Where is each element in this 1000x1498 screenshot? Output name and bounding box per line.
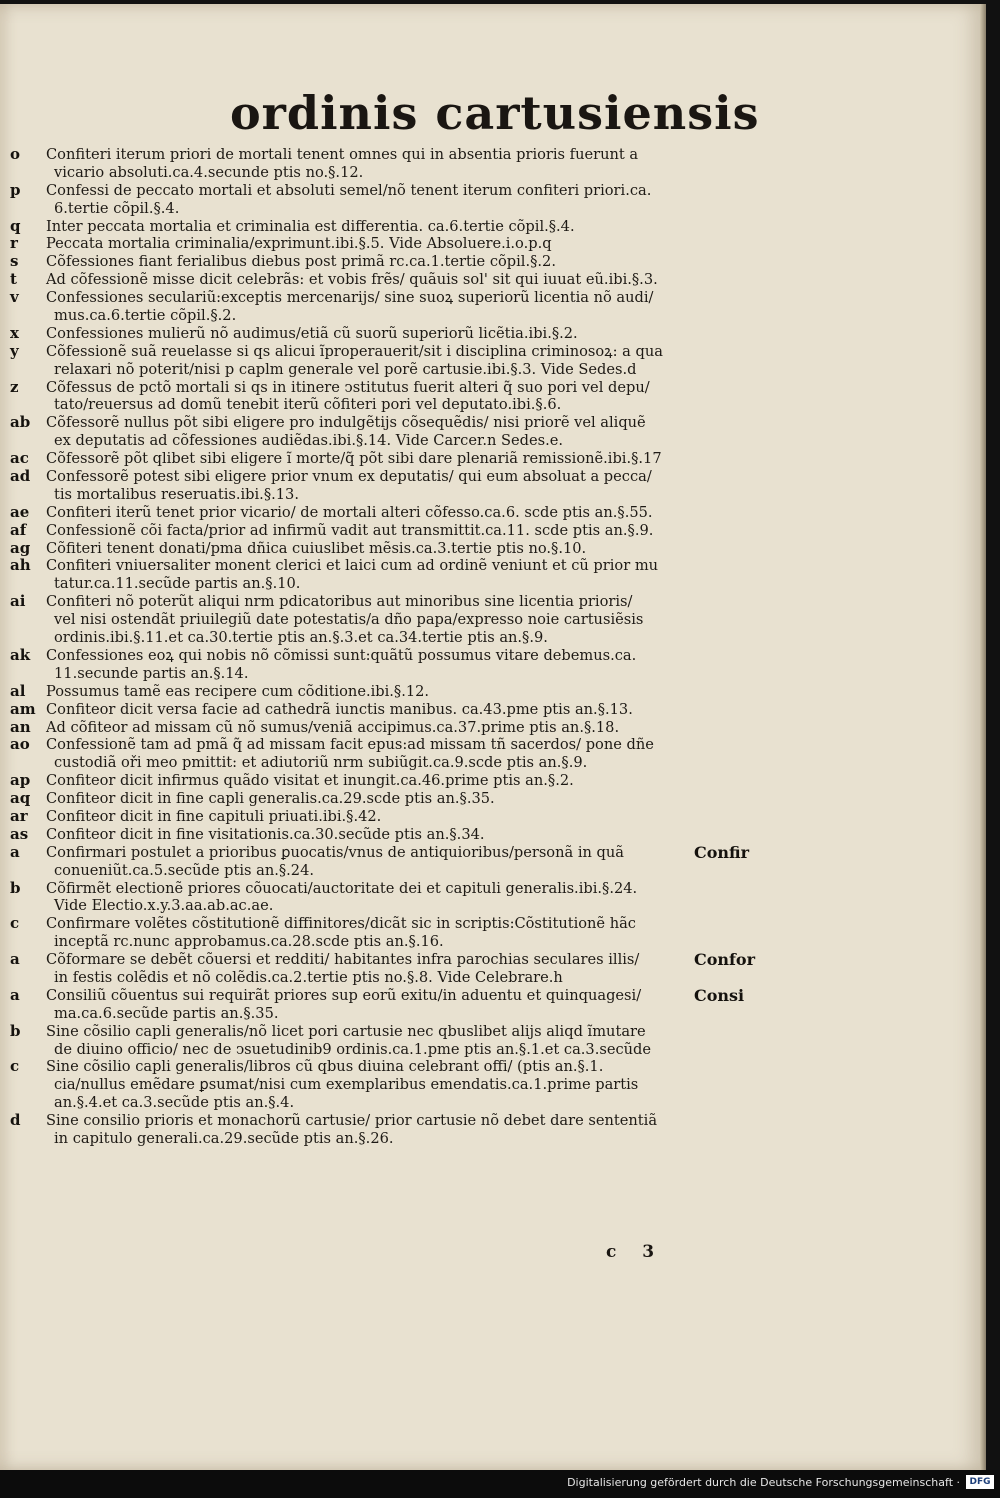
entry-line: [0, 701, 986, 719]
entry-line: [0, 289, 986, 307]
entry-letter: c: [10, 1057, 20, 1076]
index-entry: [0, 504, 986, 522]
entry-letter: ao: [10, 735, 30, 754]
entry-letter: am: [10, 699, 36, 718]
book-page: [0, 4, 986, 1470]
entry-text: ma.ca.6.secũde partis an.§.35.: [54, 1004, 279, 1022]
entry-text: Confiteor dicit infirmus quãdo visitat et inungit.ca.46.prime ptis an.§.2.: [46, 772, 574, 790]
entry-text: Confessionẽ tam ad pmã q̃ ad missam facit epus:ad missam tñ sacerdos/ pone dñe: [46, 736, 654, 754]
footer-bar: [0, 1470, 1000, 1498]
entry-line: [0, 504, 986, 522]
entry-text: Inter peccata mortalia et criminalia est differentia. ca.6.tertie cõpil.§.4.: [46, 217, 575, 235]
index-entry: [0, 844, 986, 880]
index-entry: [0, 522, 986, 540]
index-entry: [0, 808, 986, 826]
entry-line: [0, 235, 986, 253]
entry-letter: ag: [10, 538, 31, 557]
signature-mark: c 3: [606, 1242, 665, 1262]
index-entry: [0, 414, 986, 450]
entry-line: [0, 450, 986, 468]
entry-line: [0, 396, 986, 414]
entry-letter: as: [10, 824, 29, 843]
index-entry: [0, 593, 986, 647]
entry-text: Confiteor dicit versa facie ad cathedrã iunctis manibus. ca.43.pme ptis an.§.13.: [46, 700, 633, 718]
entry-line: [0, 665, 986, 683]
index-entry: [0, 343, 986, 379]
entry-letter: r: [10, 234, 18, 253]
entry-line: [0, 200, 986, 218]
entry-text: Confiteor dicit in fine capli generalis.ca.29.scde ptis an.§.35.: [46, 790, 495, 808]
entry-text: Cõfessorẽ nullus põt sibi eligere pro indulgẽtijs cõsequẽdis/ nisi priorẽ vel aliquẽ: [46, 414, 646, 432]
entry-line: [0, 897, 986, 915]
entry-line: [0, 844, 986, 862]
entry-letter: s: [10, 252, 19, 271]
index-entry: [0, 701, 986, 719]
entry-text: Confiteri iterũ tenet prior vicario/ de mortali alteri cõfesso.ca.6. scde ptis an.§.55.: [46, 503, 653, 521]
entry-line: [0, 1094, 986, 1112]
entry-text: inceptã rc.nunc approbamus.ca.28.scde ptis an.§.16.: [54, 933, 444, 951]
entry-line: [0, 414, 986, 432]
entry-letter: p: [10, 180, 21, 199]
index-entry: [0, 647, 986, 683]
entry-line: [0, 253, 986, 271]
entry-letter: y: [10, 341, 19, 360]
index-entry: [0, 790, 986, 808]
index-entry: [0, 736, 986, 772]
index-entry: [0, 557, 986, 593]
entry-line: [0, 1023, 986, 1041]
entry-line: [0, 790, 986, 808]
entry-letter: d: [10, 1111, 21, 1130]
index-entry: [0, 450, 986, 468]
dfg-logo-icon: DFG: [966, 1475, 994, 1489]
entry-letter: t: [10, 270, 17, 289]
entry-text: Confirmare volẽtes cõstitutionẽ diffinitores/dicãt sic in scriptis:Cõstitutionẽ hãc: [46, 915, 636, 933]
entry-letter: a: [10, 842, 20, 861]
entry-letter: ah: [10, 556, 31, 575]
entry-text: Confiteri vniuersaliter monent clerici et laici cum ad ordinẽ veniunt et cũ prior mu: [46, 557, 659, 575]
entry-text: Ad cõfiteor ad missam cũ nõ sumus/veniã accipimus.ca.37.prime ptis an.§.18.: [46, 718, 620, 736]
entry-letter: v: [10, 288, 19, 307]
entry-text: cia/nullus emẽdare ꝑsumat/nisi cum exemplaribus emendatis.ca.1.prime partis: [54, 1076, 639, 1094]
entry-line: [0, 593, 986, 611]
entry-letter: q: [10, 216, 21, 235]
entry-text: Cõfessionẽ suã reuelasse si qs alicui ĩproperauerit/sit i disciplina criminosoꝝ: a qua: [46, 342, 663, 360]
entry-text: Confiteri nõ poterũt aliqui nrm pdicatoribus aut minoribus sine licentia prioris/: [46, 593, 633, 611]
entry-text: Peccata mortalia criminalia/exprimunt.ibi.§.5. Vide Absoluere.i.o.p.q: [46, 235, 552, 253]
entry-text: ordinis.ibi.§.11.et ca.30.tertie ptis an.§.3.et ca.34.tertie ptis an.§.9.: [54, 629, 548, 647]
index-entry: [0, 683, 986, 701]
entry-line: [0, 611, 986, 629]
entry-text: Confessiones seculariũ:exceptis mercenarijs/ sine suoꝝ superiorũ licentia nõ audi/: [46, 289, 654, 307]
entry-text: tato/reuersus ad domũ tenebit iterũ cõfiteri pori vel deputato.ibi.§.6.: [54, 396, 562, 414]
entry-letter: ae: [10, 502, 30, 521]
entry-line: [0, 915, 986, 933]
entry-text: Cõformare se debẽt cõuersi et redditi/ habitantes infra parochias seculares illis/: [46, 951, 640, 969]
entry-text: Cõfessorẽ põt qlibet sibi eligere ĩ morte/q̃ põt sibi dare plenariã remissionẽ.ibi.§.17: [46, 450, 662, 468]
margin-note: Confir: [694, 842, 750, 862]
entry-line: [0, 683, 986, 701]
entry-letter: ai: [10, 592, 26, 611]
entry-text: de diuino officio/ nec de ↄsuetudinib9 ordinis.ca.1.pme ptis an.§.1.et ca.3.secũde: [54, 1040, 652, 1058]
entry-letter: a: [10, 985, 20, 1004]
index-entry: [0, 235, 986, 253]
entry-line: [0, 880, 986, 898]
entry-letter: an: [10, 717, 31, 736]
entry-letter: c: [10, 914, 20, 933]
entry-text: Cõfiteri tenent donati/pma dñica cuiuslibet mẽsis.ca.3.tertie ptis no.§.10.: [46, 539, 587, 557]
entry-text: Ad cõfessionẽ misse dicit celebrãs: et vobis frẽs/ quãuis sol' sit qui iuuat eũ.ibi.§.3.: [46, 271, 658, 289]
entry-line: [0, 969, 986, 987]
entry-line: [0, 826, 986, 844]
entry-text: vel nisi ostendãt priuilegiũ date potestatis/a dño papa/expresso noie cartusiẽsis: [54, 611, 644, 629]
index-entry: [0, 826, 986, 844]
entry-line: [0, 987, 986, 1005]
entry-text: Confessi de peccato mortali et absoluti semel/nõ tenent iterum confiteri priori.ca.: [46, 181, 652, 199]
index-entry: [0, 379, 986, 415]
entry-text: an.§.4.et ca.3.secũde ptis an.§.4.: [54, 1094, 295, 1112]
index-entry: [0, 253, 986, 271]
entry-line: [0, 629, 986, 647]
entry-text: custodiã oři meo pmittit: et adiutoriũ nrm subiũgit.ca.9.scde ptis an.§.9.: [54, 754, 588, 772]
entry-letter: af: [10, 520, 27, 539]
entry-line: [0, 647, 986, 665]
entry-letter: ad: [10, 467, 31, 486]
entry-line: [0, 719, 986, 737]
entry-line: [0, 325, 986, 343]
entry-text: tis mortalibus reseruatis.ibi.§.13.: [54, 485, 299, 503]
entry-text: vicario absoluti.ca.4.secunde ptis no.§.12.: [54, 163, 364, 181]
entry-text: Confessionẽ cõi facta/prior ad infirmũ vadit aut transmittit.ca.11. scde ptis an.§.9.: [46, 521, 654, 539]
entry-line: [0, 1005, 986, 1023]
entry-text: 11.secunde partis an.§.14.: [54, 664, 249, 682]
entry-text: Sine consilio prioris et monachorũ cartusie/ prior cartusie nõ debet dare sententiã: [46, 1112, 658, 1130]
index-entry: [0, 915, 986, 951]
index-entry: [0, 540, 986, 558]
index-entry: [0, 1112, 986, 1148]
index-entry: [0, 880, 986, 916]
margin-note: Consi: [694, 985, 745, 1005]
entry-text: Confiteor dicit in fine visitationis.ca.30.secũde ptis an.§.34.: [46, 825, 485, 843]
entry-letter: x: [10, 323, 19, 342]
entry-line: [0, 1112, 986, 1130]
index-entries: [0, 146, 986, 1148]
running-header: ordinis cartusiensis: [230, 86, 760, 140]
entry-letter: b: [10, 878, 21, 897]
entry-letter: ab: [10, 413, 31, 432]
entry-letter: o: [10, 145, 21, 163]
index-entry: [0, 1023, 986, 1059]
entry-line: [0, 754, 986, 772]
entry-letter: ak: [10, 645, 31, 664]
entry-letter: al: [10, 681, 26, 700]
index-entry: [0, 951, 986, 987]
index-entry: [0, 289, 986, 325]
entry-line: [0, 307, 986, 325]
entry-letter: ac: [10, 449, 29, 468]
entry-line: [0, 343, 986, 361]
entry-text: relaxari nõ poterit/nisi p caplm generale vel porẽ cartusie.ibi.§.3. Vide Sedes.d: [54, 360, 637, 378]
entry-line: [0, 951, 986, 969]
entry-letter: ar: [10, 806, 28, 825]
entry-text: Confiteor dicit in fine capituli priuati.ibi.§.42.: [46, 807, 382, 825]
entry-text: Vide Electio.x.y.3.aa.ab.ac.ae.: [54, 897, 274, 915]
entry-line: [0, 486, 986, 504]
entry-line: [0, 772, 986, 790]
entry-text: tatur.ca.11.secũde partis an.§.10.: [54, 575, 301, 593]
entry-letter: a: [10, 950, 20, 969]
entry-line: [0, 361, 986, 379]
entry-text: Possumus tamẽ eas recipere cum cõditione.ibi.§.12.: [46, 682, 430, 700]
entry-text: in festis colẽdis et nõ colẽdis.ca.2.tertie ptis no.§.8. Vide Celebrare.h: [54, 968, 563, 986]
entry-line: [0, 164, 986, 182]
entry-text: in capitulo generali.ca.29.secũde ptis an.§.26.: [54, 1129, 394, 1147]
entry-line: [0, 557, 986, 575]
entry-text: Cõfessus de pctõ mortali si qs in itinere ↄstitutus fuerit alteri q̃ suo pori vel depu/: [46, 378, 650, 396]
entry-line: [0, 468, 986, 486]
entry-line: [0, 1041, 986, 1059]
entry-text: Consiliũ cõuentus sui requirãt priores sup eorũ exitu/in aduentu et quinquagesi/: [46, 986, 642, 1004]
entry-line: [0, 540, 986, 558]
entry-text: Cõfirmẽt electionẽ priores cõuocati/auctoritate dei et capituli generalis.ibi.§.24.: [46, 879, 638, 897]
entry-line: [0, 271, 986, 289]
entry-text: Confessorẽ potest sibi eligere prior vnum ex deputatis/ qui eum absoluat a pecca/: [46, 468, 652, 486]
index-entry: [0, 987, 986, 1023]
entry-text: Confirmari postulet a prioribus ꝑuocatis/vnus de antiquioribus/personã in quã: [46, 843, 624, 861]
entry-text: conueniũt.ca.5.secũde ptis an.§.24.: [54, 861, 315, 879]
index-entry: [0, 218, 986, 236]
entry-line: [0, 1076, 986, 1094]
entry-line: [0, 933, 986, 951]
entry-line: [0, 575, 986, 593]
index-entry: [0, 719, 986, 737]
entry-text: Sine cõsilio capli generalis/libros cũ qbus diuina celebrant offi/ (ptis an.§.1.: [46, 1058, 604, 1076]
entry-text: Confiteri iterum priori de mortali tenent omnes qui in absentia prioris fuerunt a: [46, 146, 639, 163]
entry-letter: b: [10, 1021, 21, 1040]
index-entry: [0, 146, 986, 182]
index-entry: [0, 1058, 986, 1112]
entry-line: [0, 182, 986, 200]
entry-text: Confessiones mulierũ nõ audimus/etiã cũ suorũ superiorũ licẽtia.ibi.§.2.: [46, 324, 578, 342]
index-entry: [0, 271, 986, 289]
entry-text: Cõfessiones fiant ferialibus diebus post primã rc.ca.1.tertie cõpil.§.2.: [46, 253, 556, 271]
entry-line: [0, 218, 986, 236]
entry-text: Sine cõsilio capli generalis/nõ licet pori cartusie nec qbuslibet alijs aliqd ĩmutare: [46, 1022, 646, 1040]
margin-note: Confor: [694, 950, 756, 970]
index-entry: [0, 772, 986, 790]
entry-letter: z: [10, 377, 19, 396]
entry-line: [0, 862, 986, 880]
index-entry: [0, 468, 986, 504]
entry-line: [0, 379, 986, 397]
entry-letter: aq: [10, 789, 31, 808]
index-entry: [0, 182, 986, 218]
entry-text: mus.ca.6.tertie cõpil.§.2.: [54, 307, 237, 325]
entry-line: [0, 1130, 986, 1148]
entry-letter: ap: [10, 771, 31, 790]
entry-line: [0, 432, 986, 450]
entry-text: ex deputatis ad cõfessiones audiẽdas.ibi.§.14. Vide Carcer.n Sedes.e.: [54, 432, 564, 450]
entry-line: [0, 146, 986, 164]
entry-text: 6.tertie cõpil.§.4.: [54, 199, 180, 217]
index-entry: [0, 325, 986, 343]
entry-line: [0, 736, 986, 754]
entry-line: [0, 808, 986, 826]
entry-text: Confessiones eoꝝ qui nobis nõ cõmissi sunt:quãtũ possumus vitare debemus.ca.: [46, 646, 637, 664]
entry-line: [0, 1058, 986, 1076]
funding-credit: Digitalisierung gefördert durch die Deutsche Forschungsgemeinschaft ·: [567, 1476, 960, 1489]
entry-line: [0, 522, 986, 540]
